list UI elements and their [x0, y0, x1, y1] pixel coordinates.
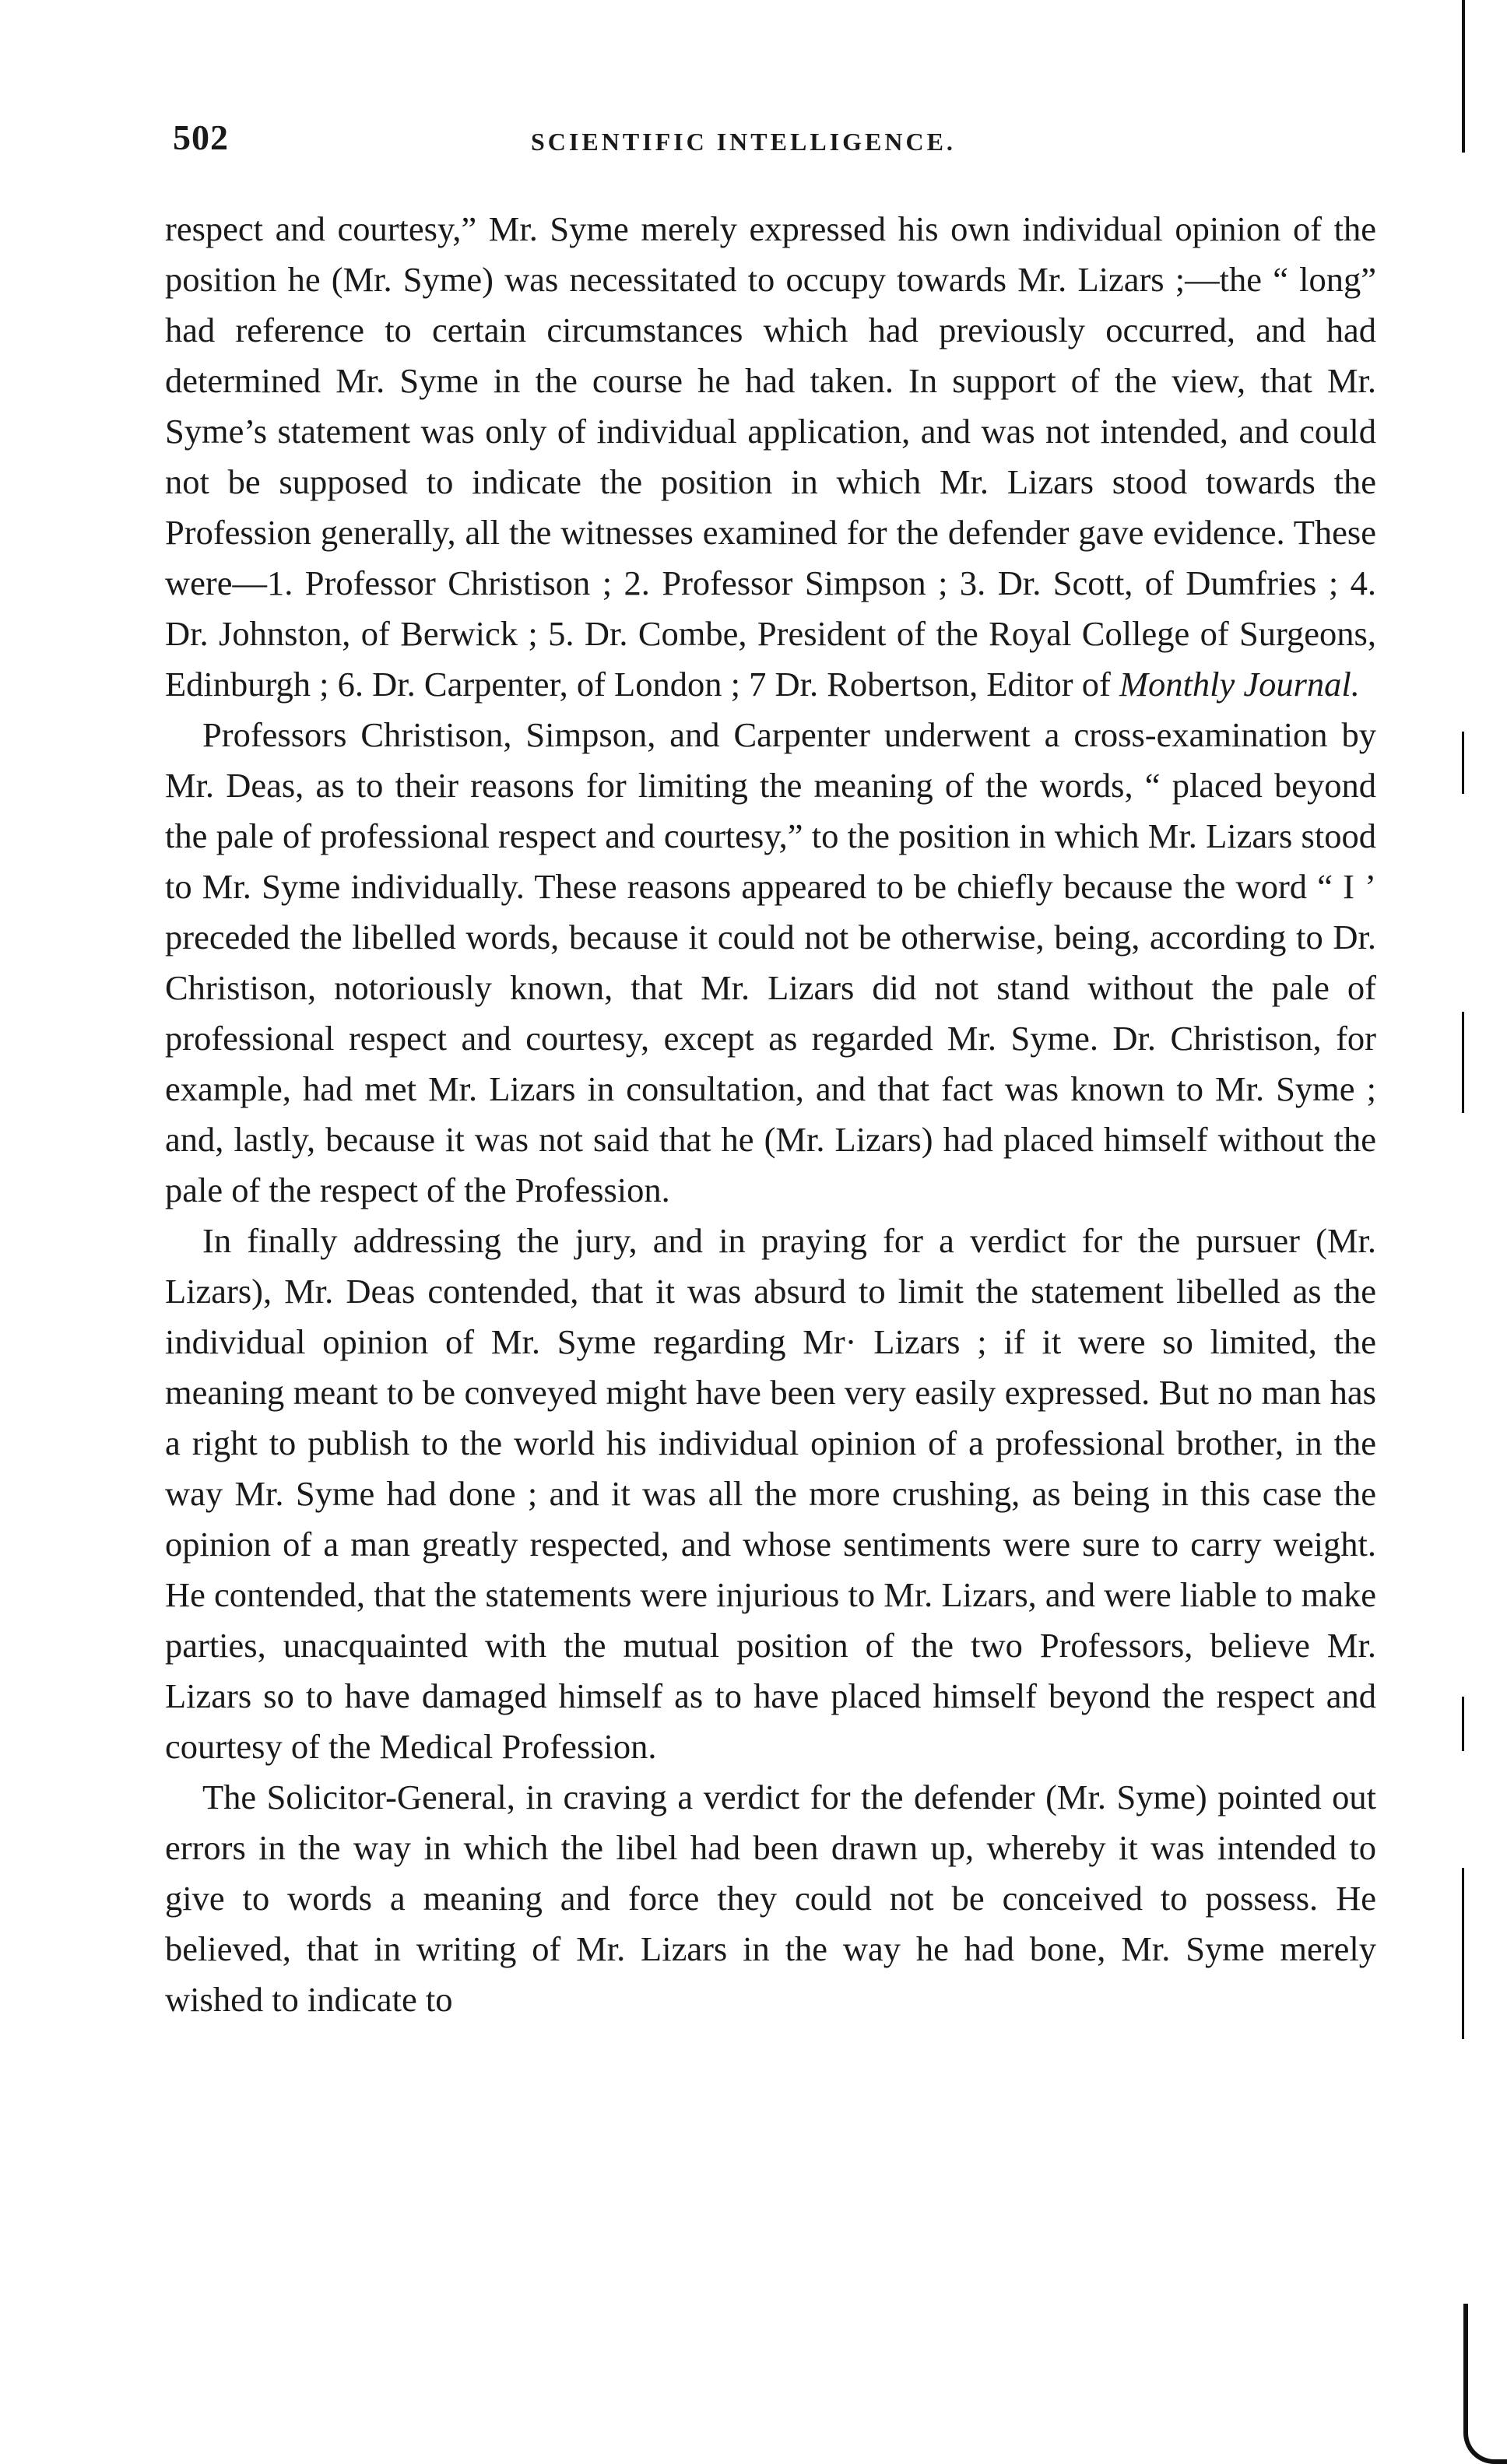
page-header — [173, 117, 1372, 179]
page-number: 502 — [173, 118, 229, 157]
scan-edge-mark — [1462, 1868, 1464, 2039]
paragraph-1 — [165, 204, 1376, 710]
scan-edge-mark — [1462, 1697, 1464, 1751]
running-head: SCIENTIFIC INTELLIGENCE. — [531, 128, 956, 156]
scan-edge-mark — [1462, 0, 1465, 153]
paragraph-1-text: respect and courtesy,” Mr. Syme merely expressed his own individual opinion of the position he (Mr. Syme) was necessitated to occupy towards Mr. Lizars ;—the “ long” had reference to certain circumstances which had previously occurred, and had determined Mr. Syme in the course he had taken. In support of the view, that Mr. Syme’s statement was only of individual application, and was not intended, and could not be supposed to indicate the position in which Mr. Lizars stood towards the Profession generally, all the witnesses examined for the defender gave evidence. These were—1. Professor Christison ; 2. Professor Simpson ; 3. Dr. Scott, of Dumfries ; 4. Dr. Johnston, of Berwick ; 5. Dr. Combe, President of the Royal College of Surgeons, Edinburgh ; 6. Dr. Carpenter, of London ; 7 Dr. Robertson, Editor of — [165, 209, 1376, 704]
scan-edge-mark — [1462, 1012, 1464, 1113]
body-text — [165, 204, 1376, 2025]
journal-title-italic: Monthly Journal. — [1119, 665, 1360, 704]
paragraph-2: Professors Christison, Simpson, and Carpenter underwent a cross-examination by Mr. Deas, as to their reasons for limiting the meaning of the words, “ placed beyond the pale of professional respect and courtesy,” to the position in which Mr. Lizars stood to Mr. Syme individually. These reasons appeared to be chiefly because the word “ I ’ preceded the libelled words, because it could not be otherwise, being, according to Dr. Christison, notoriously known, that Mr. Lizars did not stand without the pale of professional respect and courtesy, except as regarded Mr. Syme. Dr. Christison, for example, had met Mr. Lizars in consultation, and that fact was known to Mr. Syme ; and, lastly, because it was not said that he (Mr. Lizars) had placed himself without the pale of the respect of the Profession. — [165, 715, 1376, 1209]
scan-edge-mark — [1462, 732, 1464, 794]
paragraph-4: The Solicitor-General, in craving a verdict for the defender (Mr. Syme) pointed out errors in the way in which the libel had been drawn up, whereby it was intended to give to words a meaning and force they could not be conceived to possess. He believed, that in writing of Mr. Lizars in the way he had bone, Mr. Syme merely wished to indicate to — [165, 1778, 1376, 2019]
scan-edge-curve — [1463, 2304, 1507, 2464]
paragraph-3: In finally addressing the jury, and in praying for a verdict for the pursuer (Mr. Lizars), Mr. Deas contended, that it was absurd to limit the statement libelled as the individual opinion of Mr. Syme regarding Mr· Lizars ; if it were so limited, the meaning meant to be conveyed might have been very easily expressed. But no man has a right to publish to the world his individual opinion of a professional brother, in the way Mr. Syme had done ; and it was all the more crushing, as being in this case the opinion of a man greatly respected, and whose sentiments were sure to carry weight. He contended, that the statements were injurious to Mr. Lizars, and were liable to make parties, unacquainted with the mutual position of the two Professors, believe Mr. Lizars so to have damaged himself as to have placed himself beyond the respect and courtesy of the Medical Profession. — [165, 1221, 1376, 1766]
